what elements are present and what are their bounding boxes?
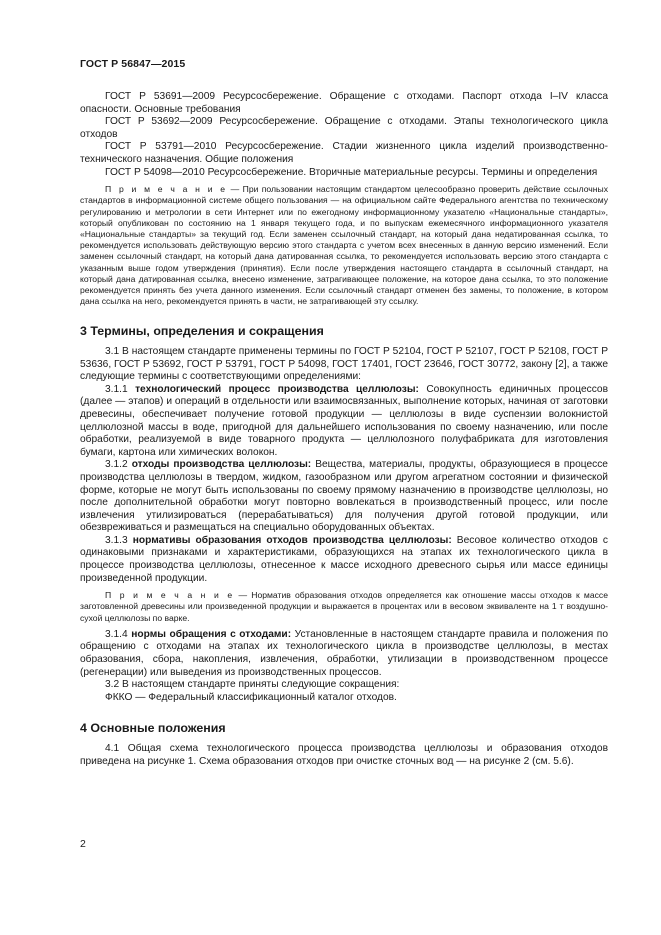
term-number: 3.1.3 bbox=[105, 534, 133, 546]
paragraph-3-2: 3.2 В настоящем стандарте приняты следующие сокращения: bbox=[105, 679, 400, 691]
term-name: отходы производства целлюлозы: bbox=[131, 459, 312, 471]
term-number: 3.1.2 bbox=[105, 459, 132, 471]
reference-item: ГОСТ Р 53691—2009 Ресурсосбережение. Обращение с отходами. Паспорт отхода I–IV класса опасности. Основные требования bbox=[80, 91, 608, 115]
section-3-heading: 3 Термины, определения и сокращения bbox=[80, 324, 324, 339]
section-4-heading: 4 Основные положения bbox=[80, 721, 226, 736]
term-name: нормативы образования отходов производства целлюлозы: bbox=[132, 534, 452, 546]
term-name: технологический процесс производства целлюлозы: bbox=[135, 383, 419, 395]
term-number: 3.1.1 bbox=[105, 383, 136, 395]
abbreviation-item: ФККО — Федеральный классификационный каталог отходов. bbox=[105, 691, 397, 703]
term-3-1-4 bbox=[80, 629, 608, 679]
reference-item: ГОСТ Р 53692—2009 Ресурсосбережение. Обращение с отходами. Этапы технологического цикла отходов bbox=[80, 116, 608, 140]
document-header: ГОСТ Р 56847—2015 bbox=[80, 58, 186, 70]
note-label: П р и м е ч а н и е bbox=[105, 590, 235, 601]
term-3-1-1 bbox=[80, 384, 608, 460]
page-number: 2 bbox=[80, 838, 86, 850]
term-3-1-3 bbox=[80, 535, 608, 585]
term-definition: Вещества, материалы, продукты, образующиеся в процессе производства целлюлозы в твердом, жидком, газообразном или другом агрегатном состоянии и физической форме, которые не могут быть использованы по своему прямому назначению в производстве целлюлозы, но после дополнительной обработки могут повторно вовлекаться в производственный процесс, или после извлечения утилизироваться (перерабатываться) для получения другой готовой продукции, или обезвреживаться и размещаться на специально оборудованных объектах. bbox=[80, 459, 608, 534]
note-label: П р и м е ч а н и е bbox=[105, 184, 228, 195]
term-name: нормы обращения с отходами: bbox=[131, 628, 292, 640]
reference-item: ГОСТ Р 53791—2010 Ресурсосбережение. Стадии жизненного цикла изделий производственно-технического назначения. Общие положения bbox=[80, 141, 608, 165]
term-definition: Совокупность единичных процессов (далее — этапов) и операций в отдельности или взаимосвязанных, выполнение которых, начиная от заготовки древесины, обеспечивает получение готовой продукции — целлюлозы в виде суспензии волокнистой целлюлозной массы в воде, пригодной для дальнейшего использования по своему назначению, или после обработки, реализуемой в виде товарного продукта — целлюлозного полуфабриката для изготовления бумаги, картона или химических волокон. bbox=[80, 383, 608, 458]
note-text: — При пользовании настоящим стандартом целесообразно проверить действие ссылочных стандартов в информационной системе общего пользования — на официальном сайте Федерального агентства по техническому регулированию и метрологии в сети Интернет или по ежегодному информационному указателю «Национальные стандарты», который опубликован по состоянию на 1 января текущего года, и по выпускам ежемесячного информационного указателя «Национальные стандарты» за текущий год. Если заменен ссылочный стандарт, на который дана недатированная ссылка, то рекомендуется использовать действующую версию этого стандарта с учетом всех внесенных в данную версию изменений. Если заменен ссылочный стандарт, на который дана датированная ссылка, то рекомендуется использовать версию этого стандарта с указанным выше годом утверждения (принятия). Если после утверждения настоящего стандарта в ссылочный стандарт, на который дана датированная ссылка, внесено изменение, затрагивающее положение, на которое дана ссылка, то это положение рекомендуется принять без учета данного изменения. Если ссылочный стандарт отменен без замены, то положение, в котором дана ссылка на него, рекомендуется принять в части, не затрагивающей эту ссылку. bbox=[80, 184, 608, 307]
note-normative bbox=[80, 590, 608, 624]
term-definition: Установленные в настоящем стандарте правила и положения по обращению с отходами на этапах их технологического цикла в производстве целлюлозы, в местах образования, сбора, накопления, извлечения, обработки, утилизации в производственном процессе (регенерации) или выведения из производственных процессов. bbox=[80, 628, 608, 678]
term-3-1-2 bbox=[80, 459, 608, 535]
term-definition: Весовое количество отходов с одинаковыми признаками и характеристиками, образующихся на этапах их технологического цикла в процессе производства целлюлозы, отнесенное к массе исходного древесного сырья или массе единицы произведенной продукции. bbox=[80, 534, 608, 584]
paragraph-4-1: 4.1 Общая схема технологического процесса производства целлюлозы и образования отходов приведена на рисунке 1. Схема образования отходов при очистке сточных вод — на рисунке 2 (см. 5.6). bbox=[80, 743, 608, 767]
reference-item: ГОСТ Р 54098—2010 Ресурсосбережение. Вторичные материальные ресурсы. Термины и определения bbox=[105, 166, 598, 178]
page-content bbox=[80, 91, 608, 768]
term-number: 3.1.4 bbox=[105, 628, 132, 640]
note-references bbox=[80, 184, 608, 307]
paragraph-3-1: 3.1 В настоящем стандарте применены термины по ГОСТ Р 52104, ГОСТ Р 52107, ГОСТ Р 52108, ГОСТ Р 53636, ГОСТ Р 53692, ГОСТ Р 53791, ГОСТ Р 54098, ГОСТ 17401, ГОСТ 23646, ГОСТ 30772, закону [2], а также следующие термины с соответствующими определениями: bbox=[80, 345, 608, 383]
note-text: — Норматив образования отходов определяется как отношение массы отходов к массе заготовленной древесины или произведенной продукции и выражается в процентах или в весовом эквиваленте на 1 т воздушно-сухой целлюлозы по варке. bbox=[80, 590, 608, 623]
